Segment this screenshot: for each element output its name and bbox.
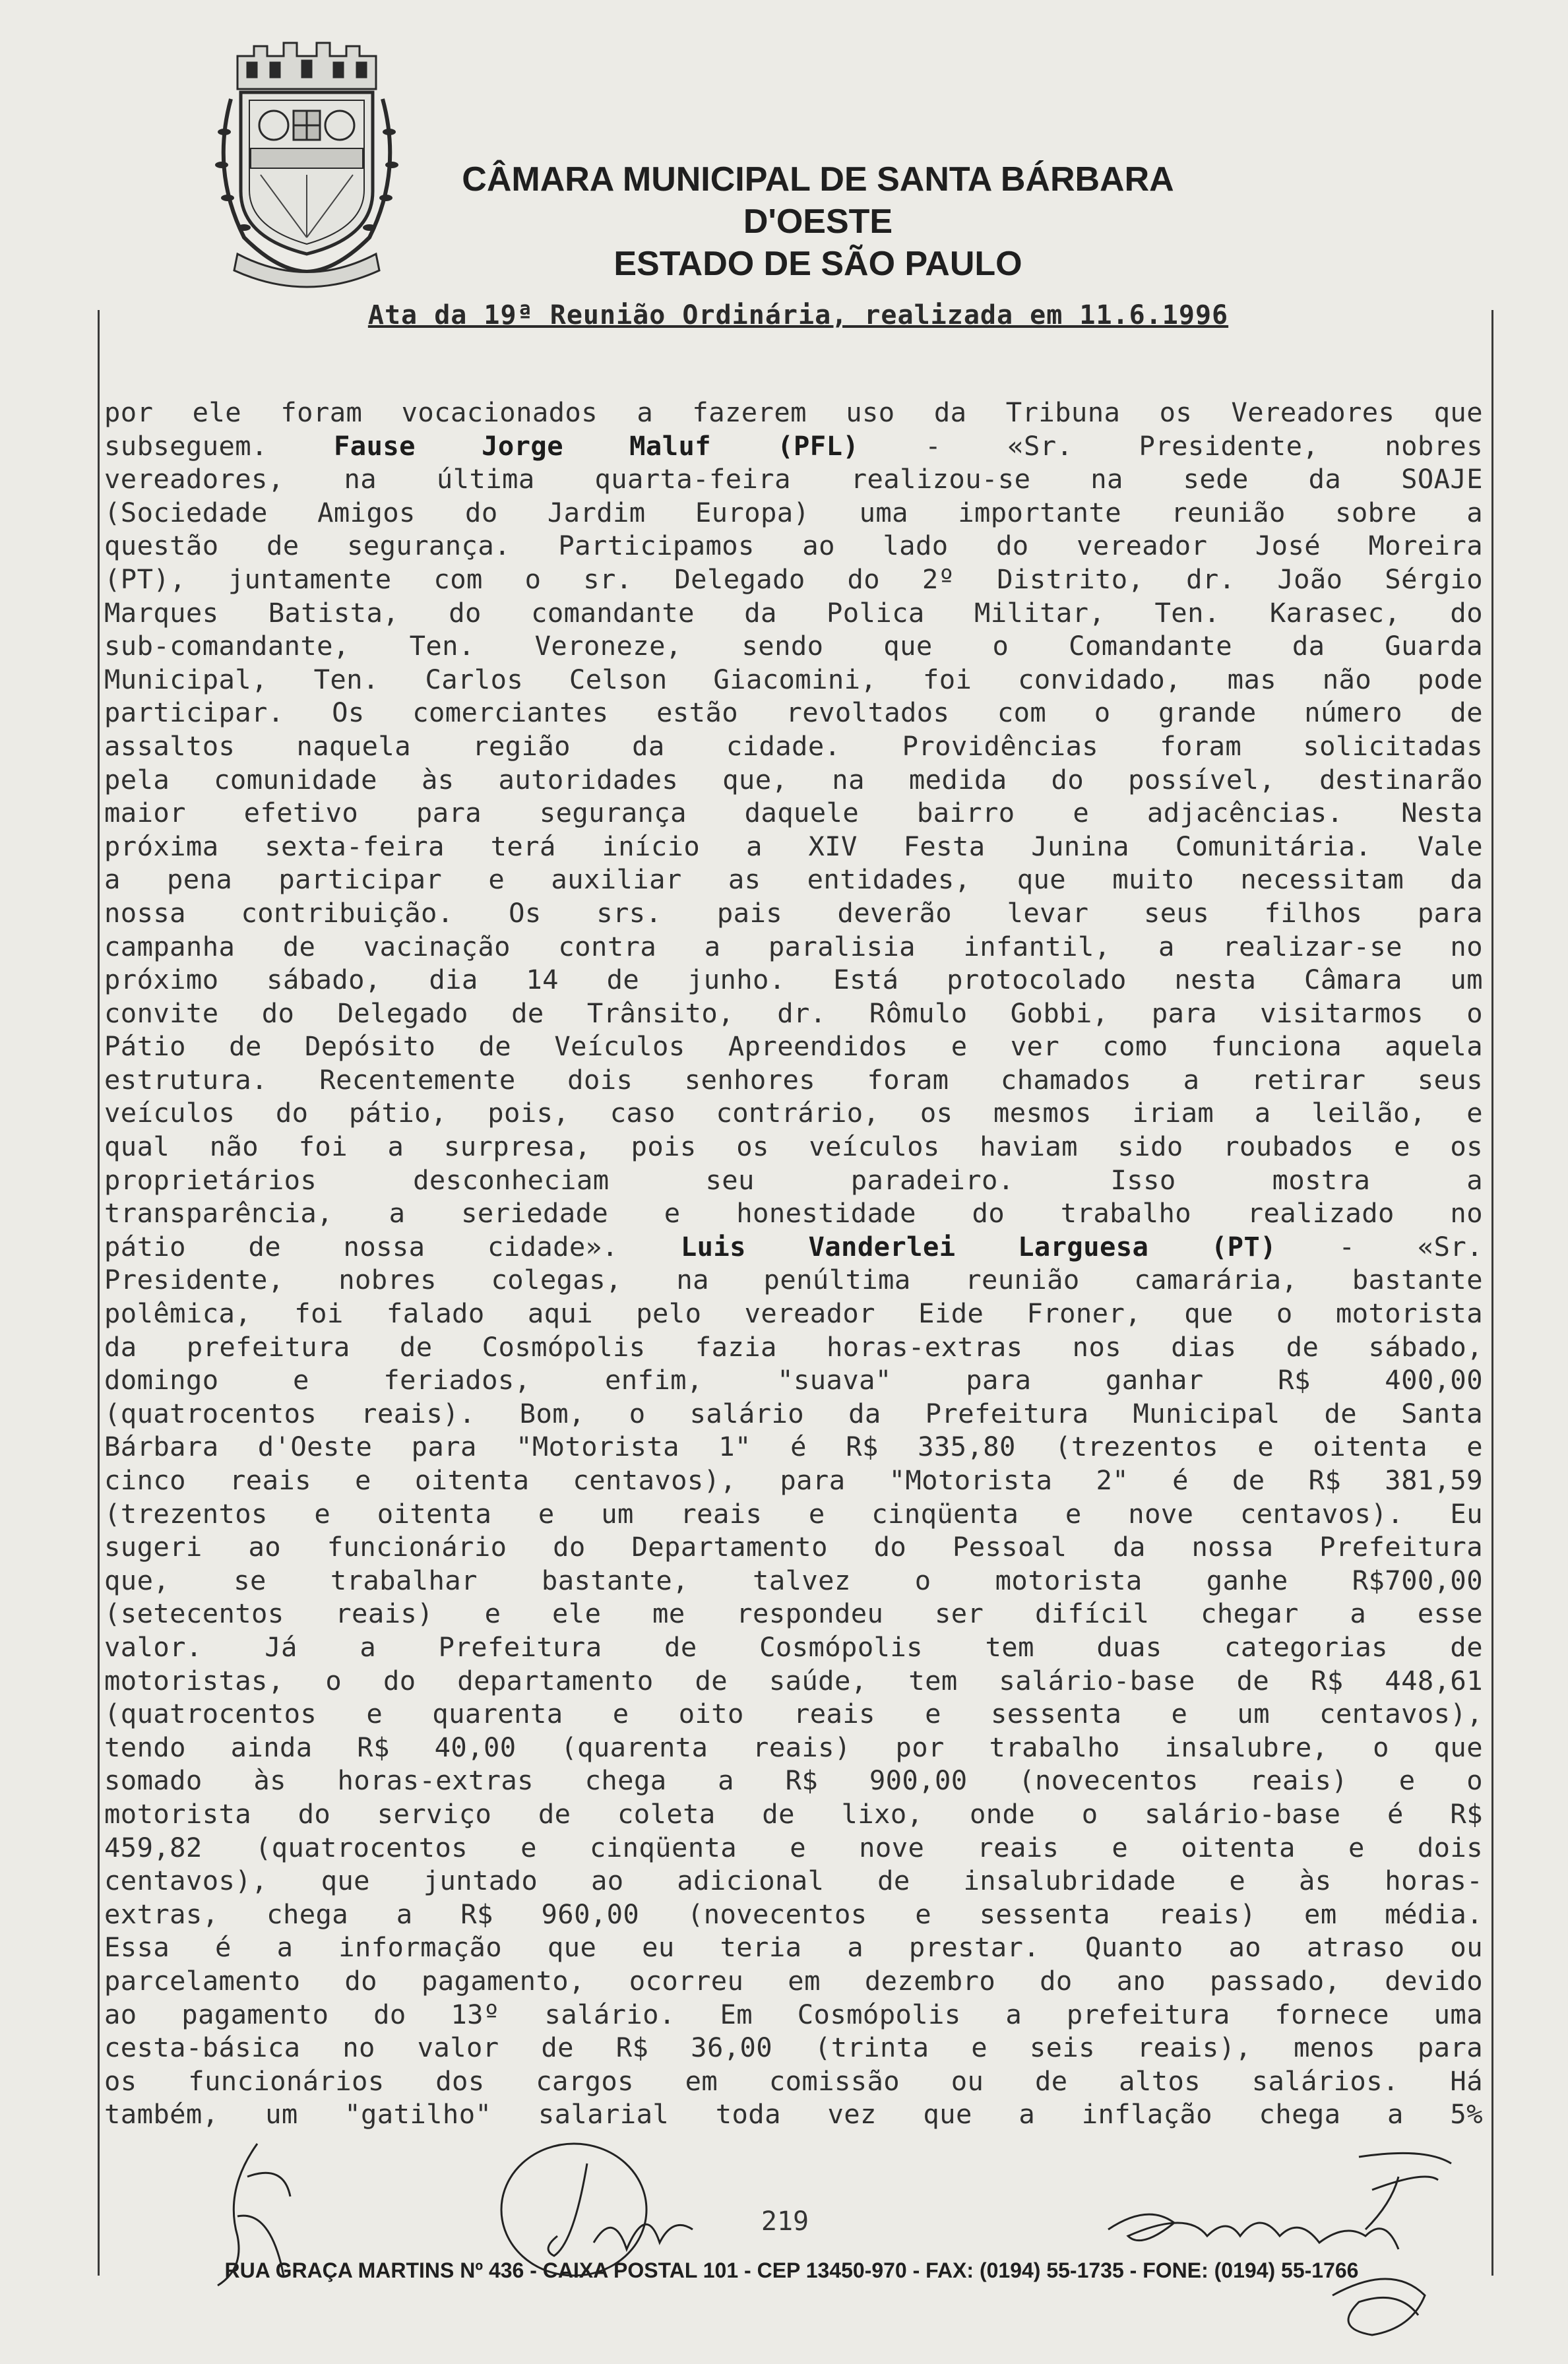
minutes-line: (trezentos e oitenta e um reais e cinqüenta e nove centavos). Eu (104, 1497, 1483, 1530)
minutes-line: cinco reais e oitenta centavos), para "Motorista 2" é de R$ 381,59 (104, 1464, 1483, 1496)
minutes-line: Marques Batista, do comandante da Polica Militar, Ten. Karasec, do (104, 596, 1483, 629)
minutes-line: sugeri ao funcionário do Departamento do Pessoal da nossa Prefeitura (104, 1531, 1483, 1563)
minutes-line: polêmica, foi falado aqui pelo vereador Eide Froner, que o motorista (104, 1297, 1483, 1330)
minutes-line: pátio de nossa cidade». Luis Vanderlei Larguesa (PT) - «Sr. (104, 1230, 1483, 1262)
minutes-line: (setecentos reais) e ele me respondeu ser difícil chegar a esse (104, 1598, 1483, 1630)
speaker-name: Luis Vanderlei Larguesa (PT) (680, 1230, 1276, 1262)
signature-center (495, 2137, 719, 2295)
minutes-line: (quatrocentos e quarenta e oito reais e sessenta e um centavos), (104, 1698, 1483, 1730)
institution-state: ESTADO DE SÃO PAULO (613, 245, 1022, 283)
minutes-title: Ata da 19ª Reunião Ordinária, realizada em 11.6.1996 (367, 300, 1229, 330)
minutes-line: valor. Já a Prefeitura de Cosmópolis tem duas categorias de (104, 1631, 1483, 1663)
minutes-line: nossa contribuição. Os srs. pais deverão levar seus filhos para (104, 896, 1483, 929)
minutes-line: os funcionários dos cargos em comissão ou de altos salários. Há (104, 2065, 1483, 2097)
page-number: 219 (761, 2206, 809, 2237)
minutes-line: que, se trabalhar bastante, talvez o motorista ganhe R$700,00 (104, 1564, 1483, 1596)
minutes-line: domingo e feriados, enfim, "suava" para ganhar R$ 400,00 (104, 1364, 1483, 1396)
minutes-line: (Sociedade Amigos do Jardim Europa) uma importante reunião sobre a (104, 496, 1483, 528)
minutes-line: transparência, a seriedade e honestidade do trabalho realizado no (104, 1197, 1483, 1229)
minutes-line: proprietários desconheciam seu paradeiro. Isso mostra a (104, 1164, 1483, 1196)
minutes-line: centavos), que juntado ao adicional de insalubridade e às horas- (104, 1865, 1483, 1897)
minutes-line: Presidente, nobres colegas, na penúltima reunião camarária, bastante (104, 1264, 1483, 1296)
minutes-body (104, 396, 1483, 2131)
minutes-line: vereadores, na última quarta-feira realizou-se na sede da SOAJE (104, 463, 1483, 495)
minutes-line: parcelamento do pagamento, ocorreu em dezembro do ano passado, devido (104, 1964, 1483, 1997)
minutes-line: da prefeitura de Cosmópolis fazia horas-extras nos dias de sábado, (104, 1330, 1483, 1363)
minutes-line: convite do Delegado de Trânsito, dr. Rômulo Gobbi, para visitarmos o (104, 997, 1483, 1029)
minutes-line: cesta-básica no valor de R$ 36,00 (trinta e seis reais), menos para (104, 2032, 1483, 2064)
minutes-line: Municipal, Ten. Carlos Celson Giacomini, foi convidado, mas não pode (104, 663, 1483, 695)
footer-address: RUA GRAÇA MARTINS Nº 436 - CAIXA POSTAL 101 - CEP 13450-970 - FAX: (0194) 55-1735 - FONE: (0194) 55-1766 (224, 2258, 1359, 2282)
minutes-line: por ele foram vocacionados a fazerem uso da Tribuna os Vereadores que (104, 396, 1483, 428)
minutes-line: motoristas, o do departamento de saúde, tem salário-base de R$ 448,61 (104, 1664, 1483, 1696)
minutes-line: assaltos naquela região da cidade. Providências foram solicitadas (104, 730, 1483, 762)
minutes-line: participar. Os comerciantes estão revoltados com o grande número de (104, 697, 1483, 729)
minutes-line: somado às horas-extras chega a R$ 900,00 (novecentos reais) e o (104, 1764, 1483, 1797)
minutes-line: pela comunidade às autoridades que, na medida do possível, destinarão (104, 763, 1483, 795)
minutes-line: Pátio de Depósito de Veículos Apreendidos e ver como funciona aquela (104, 1030, 1483, 1063)
minutes-line: também, um "gatilho" salarial toda vez que a inflação chega a 5% (104, 2098, 1483, 2131)
institution-header (422, 158, 1214, 285)
institution-name: CÂMARA MUNICIPAL DE SANTA BÁRBARA D'OESTE (462, 160, 1174, 241)
minutes-line: sub-comandante, Ten. Veroneze, sendo que o Comandante da Guarda (104, 630, 1483, 662)
signature-left (198, 2137, 303, 2289)
minutes-line: subseguem. Fause Jorge Maluf (PFL) - «Sr. Presidente, nobres (104, 429, 1483, 462)
speaker-name: Fause Jorge Maluf (PFL) (334, 429, 860, 462)
minutes-line: (PT), juntamente com o sr. Delegado do 2º Distrito, dr. João Sérgio (104, 563, 1483, 595)
minutes-line: campanha de vacinação contra a paralisia infantil, a realizar-se no (104, 930, 1483, 962)
coat-of-arms-emblem (198, 26, 416, 290)
minutes-line: tendo ainda R$ 40,00 (quarenta reais) por trabalho insalubre, o que (104, 1731, 1483, 1763)
minutes-line: próximo sábado, dia 14 de junho. Está protocolado nesta Câmara um (104, 964, 1483, 996)
minutes-line: maior efetivo para segurança daquele bairro e adjacências. Nesta (104, 797, 1483, 829)
minutes-line: motorista do serviço de coleta de lixo, onde o salário-base é R$ (104, 1797, 1483, 1830)
minutes-line: ao pagamento do 13º salário. Em Cosmópolis a prefeitura fornece uma (104, 1998, 1483, 2030)
minutes-line: próxima sexta-feira terá início a XIV Festa Junina Comunitária. Vale (104, 830, 1483, 862)
signature-right (1082, 2144, 1491, 2361)
minutes-line: extras, chega a R$ 960,00 (novecentos e sessenta reais) em média. (104, 1898, 1483, 1930)
minutes-line: questão de segurança. Participamos ao lado do vereador José Moreira (104, 530, 1483, 562)
minutes-line: 459,82 (quatrocentos e cinqüenta e nove reais e oitenta e dois (104, 1831, 1483, 1863)
minutes-line: (quatrocentos reais). Bom, o salário da Prefeitura Municipal de Santa (104, 1397, 1483, 1429)
minutes-line: a pena participar e auxiliar as entidades, que muito necessitam da (104, 863, 1483, 896)
minutes-line: Essa é a informação que eu teria a prestar. Quanto ao atraso ou (104, 1931, 1483, 1964)
minutes-line: veículos do pátio, pois, caso contrário, os mesmos iriam a leilão, e (104, 1097, 1483, 1129)
minutes-line: Bárbara d'Oeste para "Motorista 1" é R$ 335,80 (trezentos e oitenta e (104, 1431, 1483, 1463)
minutes-line: qual não foi a surpresa, pois os veículos haviam sido roubados e os (104, 1131, 1483, 1163)
minutes-line: estrutura. Recentemente dois senhores foram chamados a retirar seus (104, 1063, 1483, 1096)
